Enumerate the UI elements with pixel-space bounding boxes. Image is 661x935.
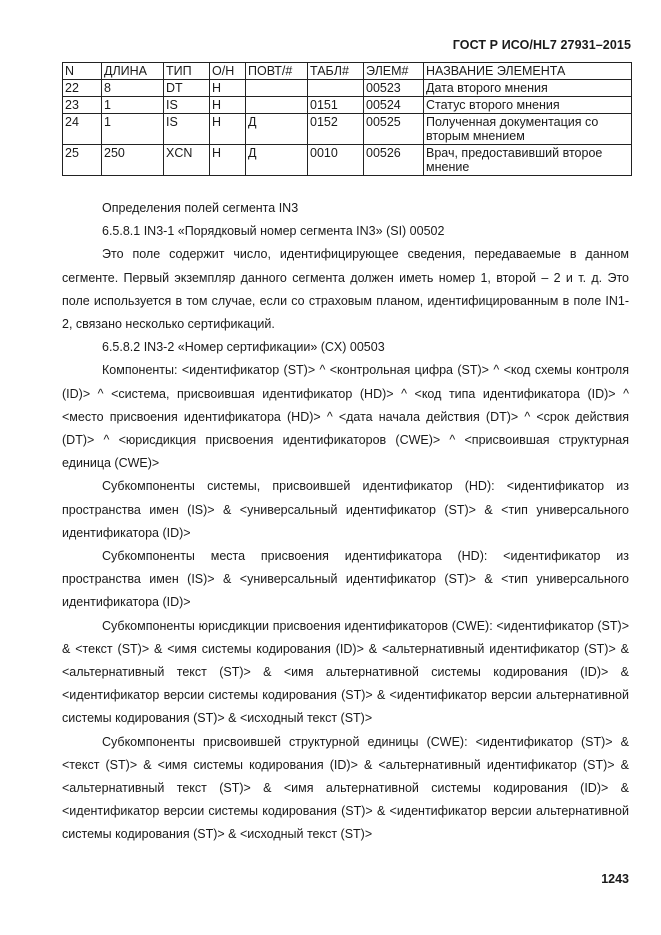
table-cell: 25	[63, 145, 102, 176]
table-cell: 00524	[364, 97, 424, 114]
column-header: ТИП	[164, 63, 210, 80]
column-header: ПОВТ/#	[246, 63, 308, 80]
table-cell: 250	[102, 145, 164, 176]
table-cell: Н	[210, 97, 246, 114]
table-cell: XCN	[164, 145, 210, 176]
table-header-row	[63, 63, 632, 80]
document-header: ГОСТ Р ИСО/HL7 27931–2015	[452, 38, 631, 52]
column-header: N	[63, 63, 102, 80]
column-header: ДЛИНА	[102, 63, 164, 80]
body-paragraph: Субкомпоненты юрисдикции присвоения идентификаторов (CWE): <идентификатор (ST)> & <текст (ST)> & <имя системы кодирования (ID)> & <альтернативный идентификатор (ST)> & <альтернативный текст (ST)> & <имя альтернативной системы кодирования (ID)> & <идентификатор версии системы кодирования (ST)> & <идентификатор версии альтернативной системы кодирования (ST)> & <исходный текст (ST)>	[62, 618, 629, 726]
table-cell: 0152	[308, 114, 364, 145]
page-number: 1243	[601, 872, 629, 886]
body-paragraph: Компоненты: <идентификатор (ST)> ^ <контрольная цифра (ST)> ^ <код схемы контроля (ID)> ^ <система, присвоившая идентификатор (HD)> ^ <код типа идентификатора (ID)> ^ <место присвоения идентификатора (HD)> ^ <дата начала действия (DT)> ^ <срок действия (DT)> ^ <юрисдикция присвоения идентификаторов (CWE)> ^ <присвоившая структурная единица (CWE)>	[62, 363, 629, 471]
column-header: НАЗВАНИЕ ЭЛЕМЕНТА	[424, 63, 632, 80]
table-cell: Статус второго мнения	[424, 97, 632, 114]
table-row	[63, 80, 632, 97]
column-header: ТАБЛ#	[308, 63, 364, 80]
table-cell: 8	[102, 80, 164, 97]
table-cell	[246, 80, 308, 97]
table-cell: IS	[164, 97, 210, 114]
body-paragraph: Субкомпоненты места присвоения идентификатора (HD): <идентификатор из пространства имен (IS)> & <универсальный идентификатор (ST)> & <тип универсального идентификатора (ID)>	[62, 549, 629, 610]
column-header: ЭЛЕМ#	[364, 63, 424, 80]
table-cell: Д	[246, 114, 308, 145]
table-cell: 00525	[364, 114, 424, 145]
table-cell: 22	[63, 80, 102, 97]
table-cell: Д	[246, 145, 308, 176]
table-cell: 0010	[308, 145, 364, 176]
table-cell: 00526	[364, 145, 424, 176]
table-row	[63, 145, 632, 176]
table-row	[63, 97, 632, 114]
body-paragraph: Субкомпоненты системы, присвоившей идентификатор (HD): <идентификатор из пространства имен (IS)> & <универсальный идентификатор (ST)> & <тип универсального идентификатора (ID)>	[62, 479, 629, 540]
table-cell: Полученная документация со вторым мнением	[424, 114, 632, 145]
subsection-heading: 6.5.8.2 IN3-2 «Номер сертификации» (CX) 00503	[102, 340, 385, 355]
column-header: О/Н	[210, 63, 246, 80]
table-cell: Дата второго мнения	[424, 80, 632, 97]
table-cell: Н	[210, 114, 246, 145]
table-cell: DT	[164, 80, 210, 97]
table-cell	[246, 97, 308, 114]
table-cell: Врач, предоставивший второе мнение	[424, 145, 632, 176]
table-cell: 23	[63, 97, 102, 114]
table-cell: 0151	[308, 97, 364, 114]
table-cell: Н	[210, 145, 246, 176]
subsection-heading: 6.5.8.1 IN3-1 «Порядковый номер сегмента IN3» (SI) 00502	[102, 224, 445, 239]
table-cell: IS	[164, 114, 210, 145]
table-cell	[308, 80, 364, 97]
segment-fields-table	[62, 62, 632, 176]
table-cell: 1	[102, 97, 164, 114]
body-paragraph: Это поле содержит число, идентифицирующее сведения, передаваемые в данном сегменте. Первый экземпляр данного сегмента должен иметь номер 1, второй – 2 и т. д. Это поле используется в том случае, если со страховым планом, идентифицированным в поле IN1-2, связано несколько сертификаций.	[62, 247, 629, 332]
table-cell: 00523	[364, 80, 424, 97]
body-paragraph: Субкомпоненты присвоившей структурной единицы (CWE): <идентификатор (ST)> & <текст (ST)> & <имя системы кодирования (ID)> & <альтернативный идентификатор (ST)> & <альтернативный текст (ST)> & <имя альтернативной системы кодирования (ID)> & <идентификатор версии системы кодирования (ST)> & <идентификатор версии альтернативной системы кодирования (ST)> & <исходный текст (ST)>	[62, 734, 629, 842]
table-cell: 24	[63, 114, 102, 145]
document-body	[62, 197, 629, 847]
table-cell: Н	[210, 80, 246, 97]
section-heading: Определения полей сегмента IN3	[102, 201, 299, 215]
table-cell: 1	[102, 114, 164, 145]
table-row	[63, 114, 632, 145]
